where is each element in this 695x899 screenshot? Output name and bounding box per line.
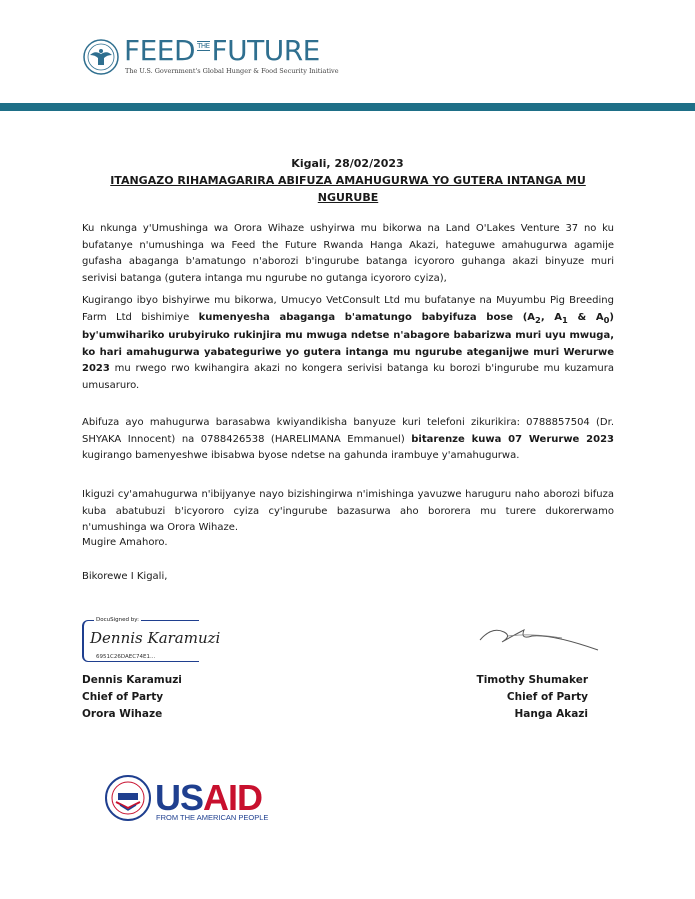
paragraph-3-deadline: bitarenze kuwa 07 Werurwe 2023 (411, 433, 614, 445)
signatory-left-name: Dennis Karamuzi (82, 674, 182, 686)
letter-title: ITANGAZO RIHAMAGARIRA ABIFUZA AMAHUGURWA YO GUTERA INTANGA MU NGURUBE (110, 174, 586, 204)
paragraph-1: Ku nkunga y'Umushinga wa Orora Wihaze ushyirwa mu bikorwa na Land O'Lakes Venture 37 no ku bufatanye n'umushinga wa Feed the Future Rwanda Hanga Akazi, hateguwe amahugurwa agamije gufasha abaganga b'amatungo n'aborozi b'ingurube batanga icyororo guhanga akazi binyuze muri serivisi batanga (gutera intanga mu ngurube no gutanga icyororo cyiza), (82, 223, 614, 284)
docusign-id: 6951C26DAEC74E1... (96, 654, 156, 660)
logo-feed: FEED (124, 34, 196, 67)
signatory-right-name: Timothy Shumaker (476, 674, 588, 686)
emphasis-part-1: kumenyesha abaganga b'amatungo babyifuza bose (A (198, 311, 536, 323)
feed-the-future-logo (124, 36, 320, 66)
signatory-left (82, 672, 182, 723)
closing-greeting: Mugire Amahoro. (82, 537, 168, 548)
docusign-label: DocuSigned by: (96, 617, 139, 623)
docusign-signature: Dennis Karamuzi (90, 629, 221, 647)
letter-date: Kigali, 28/02/2023 (291, 157, 404, 170)
paragraph-3 (82, 415, 614, 465)
usaid-us: US (155, 777, 204, 818)
signatory-right (470, 672, 588, 723)
handwritten-signature-icon (472, 616, 602, 656)
usaid-tagline: FROM THE AMERICAN PEOPLE (156, 813, 269, 822)
signatory-right-org: Hanga Akazi (514, 708, 588, 720)
signatory-left-role: Chief of Party (82, 691, 164, 703)
usaid-aid: AID (203, 777, 263, 818)
paragraph-2 (82, 293, 614, 394)
header-divider-bar (0, 103, 695, 111)
signatory-left-org: Orora Wihaze (82, 708, 163, 720)
letterhead (0, 0, 695, 105)
paragraph-2-intro: Kugirango ibyo bishyirwe mu bikorwa, Umucyo VetConsult Ltd mu bufatanye na Muyumbu Pig Breeding Farm Ltd bishimiye (82, 295, 614, 323)
paragraph-2-end: mu rwego rwo kwihangira akazi no kongera serivisi batanga ku borozi b'ingurube mu kuzamura umusaruro. (82, 363, 614, 391)
logo-future: FUTURE (211, 34, 320, 67)
usaid-seal-icon (104, 774, 152, 822)
us-eagle-seal-icon (82, 38, 120, 76)
signatory-right-role: Chief of Party (506, 691, 588, 703)
emphasis-part-3: & A (567, 311, 604, 323)
paragraph-4: Ikiguzi cy'amahugurwa n'ibijyanye nayo bizishingirwa n'imishinga yavuzwe haruguru naho aborozi bifuza kuba abatubuzi b'icyororo cyiza cy'ingurube bazasurwa aho bororera mu turere dukorerwamo n'umushinga wa Orora Wihaze. (82, 489, 614, 533)
emphasis-part-2: , A (540, 311, 563, 323)
emphasis-part-4: ) by'umwihariko urubyiruko rukinjira mu mwuga ndetse n'abagore babarizwa muri uyu mwuga, ko hari amahugurwa yabateguriwe yo gutera intanga mu ngurube ateganijwe muri Werurwe 2023 (82, 311, 614, 374)
paragraph-3-end: kugirango bamenyeshwe ibisabwa byose ndetse na gahunda irambuye y'amahugurwa. (82, 450, 520, 461)
logo-tagline: The U.S. Government's Global Hunger & Food Security Initiative (125, 67, 339, 75)
subscript-a0: 0 (603, 314, 610, 325)
paragraph-3-intro: Abifuza ayo mahugurwa barasabwa kwiyandikisha banyuze kuri telefoni zikurikira: 0788857504 (Dr. SHYAKA Innocent) na 0788426538 (HARELIMANA Emmanuel) (82, 417, 614, 445)
logo-the: THE (197, 42, 210, 50)
subscript-a1: 1 (562, 314, 568, 325)
closing-place: Bikorewe I Kigali, (82, 571, 168, 582)
subscript-a2: 2 (535, 314, 541, 325)
